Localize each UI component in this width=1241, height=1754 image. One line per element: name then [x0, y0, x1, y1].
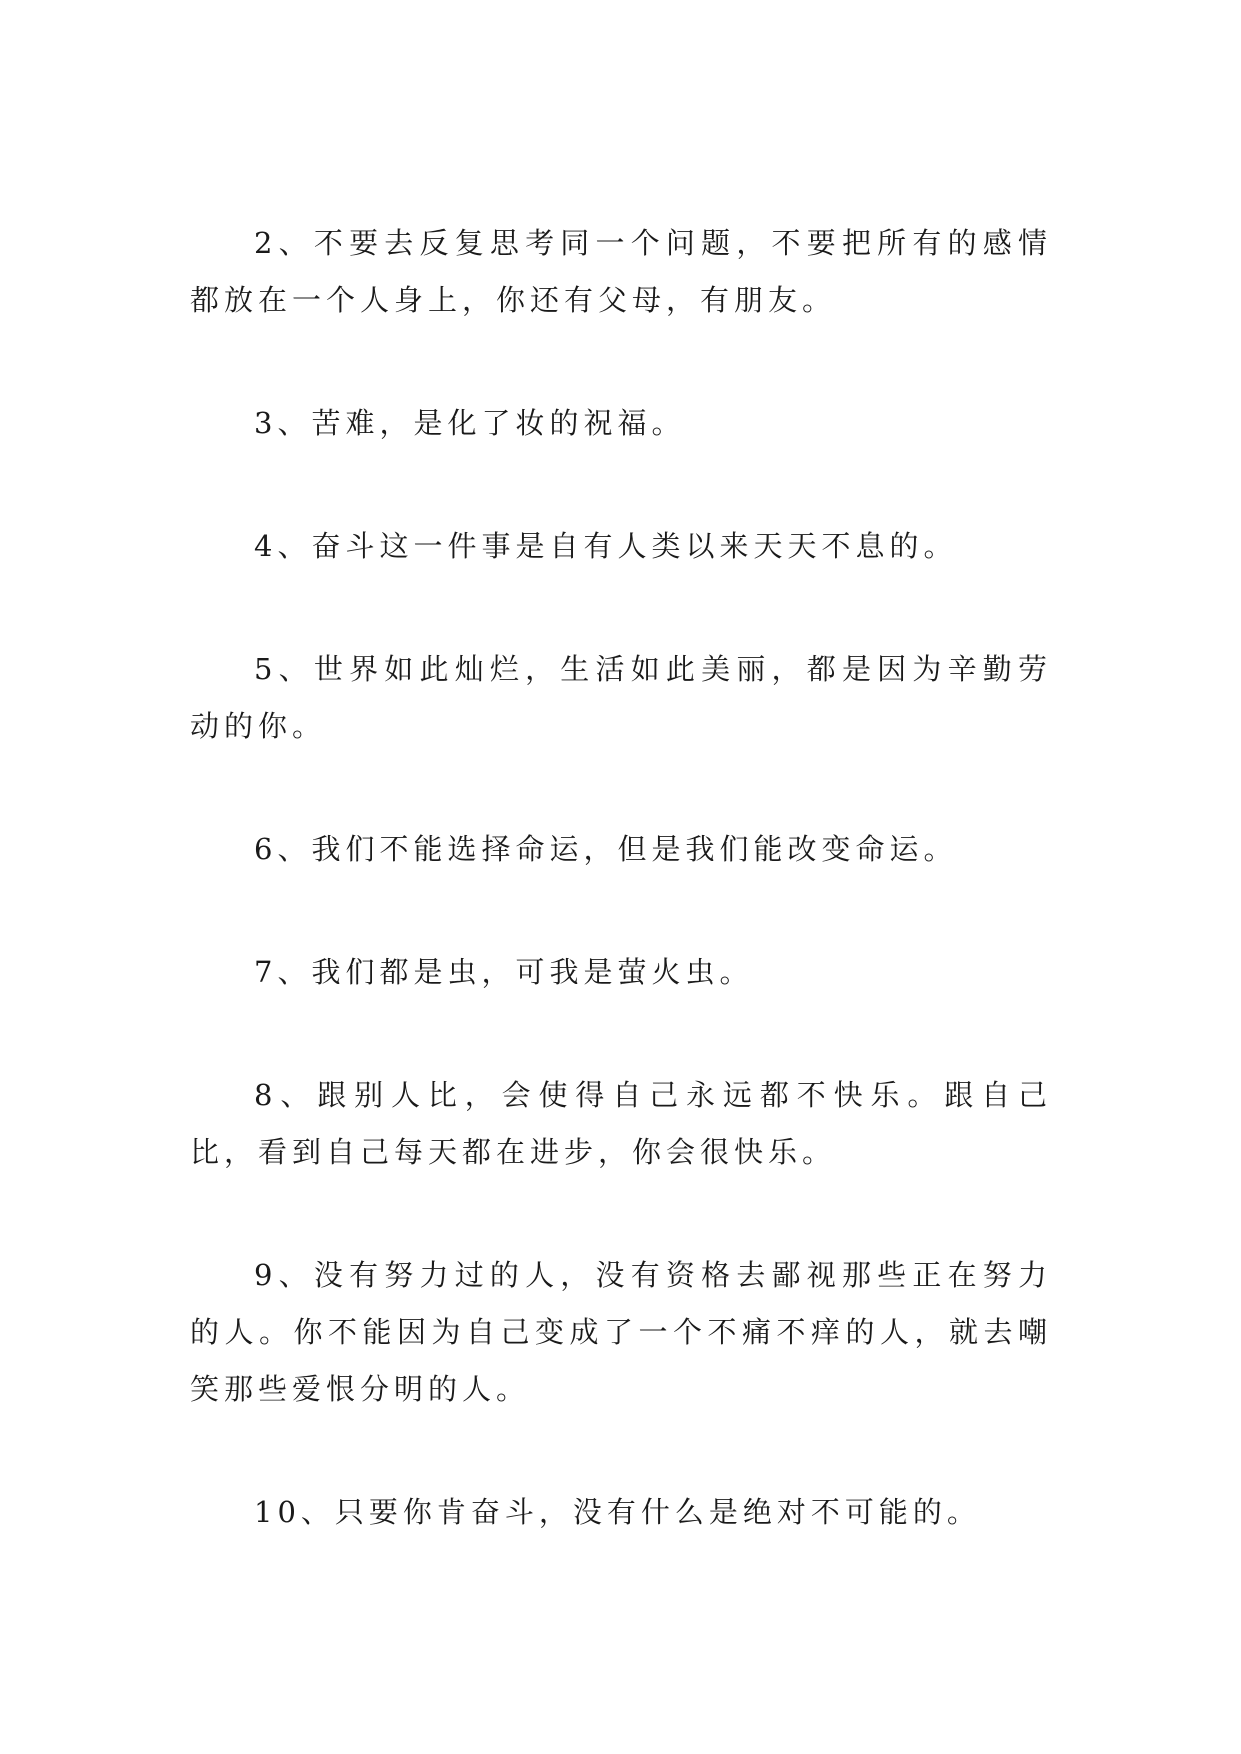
paragraph-10: 10、只要你肯奋斗，没有什么是绝对不可能的。 [254, 1495, 981, 1529]
paragraph-2: 2、不要去反复思考同一个问题，不要把所有的感情都放在一个人身上，你还有父母，有朋友。 [190, 226, 1052, 317]
paragraph-6: 6、我们不能选择命运，但是我们能改变命运。 [254, 832, 958, 866]
document-body [190, 215, 1052, 1607]
paragraph-9: 9、没有努力过的人，没有资格去鄙视那些正在努力的人。你不能因为自己变成了一个不痛不痒的人，就去嘲笑那些爱恨分明的人。 [190, 1258, 1052, 1406]
paragraph-8: 8、跟别人比，会使得自己永远都不快乐。跟自己比，看到自己每天都在进步，你会很快乐。 [190, 1078, 1052, 1169]
paragraph-5: 5、世界如此灿烂，生活如此美丽，都是因为辛勤劳动的你。 [190, 652, 1052, 743]
paragraph-7: 7、我们都是虫，可我是萤火虫。 [254, 955, 754, 989]
paragraph-4: 4、奋斗这一件事是自有人类以来天天不息的。 [254, 529, 958, 563]
paragraph-3: 3、苦难，是化了妆的祝福。 [254, 406, 686, 440]
